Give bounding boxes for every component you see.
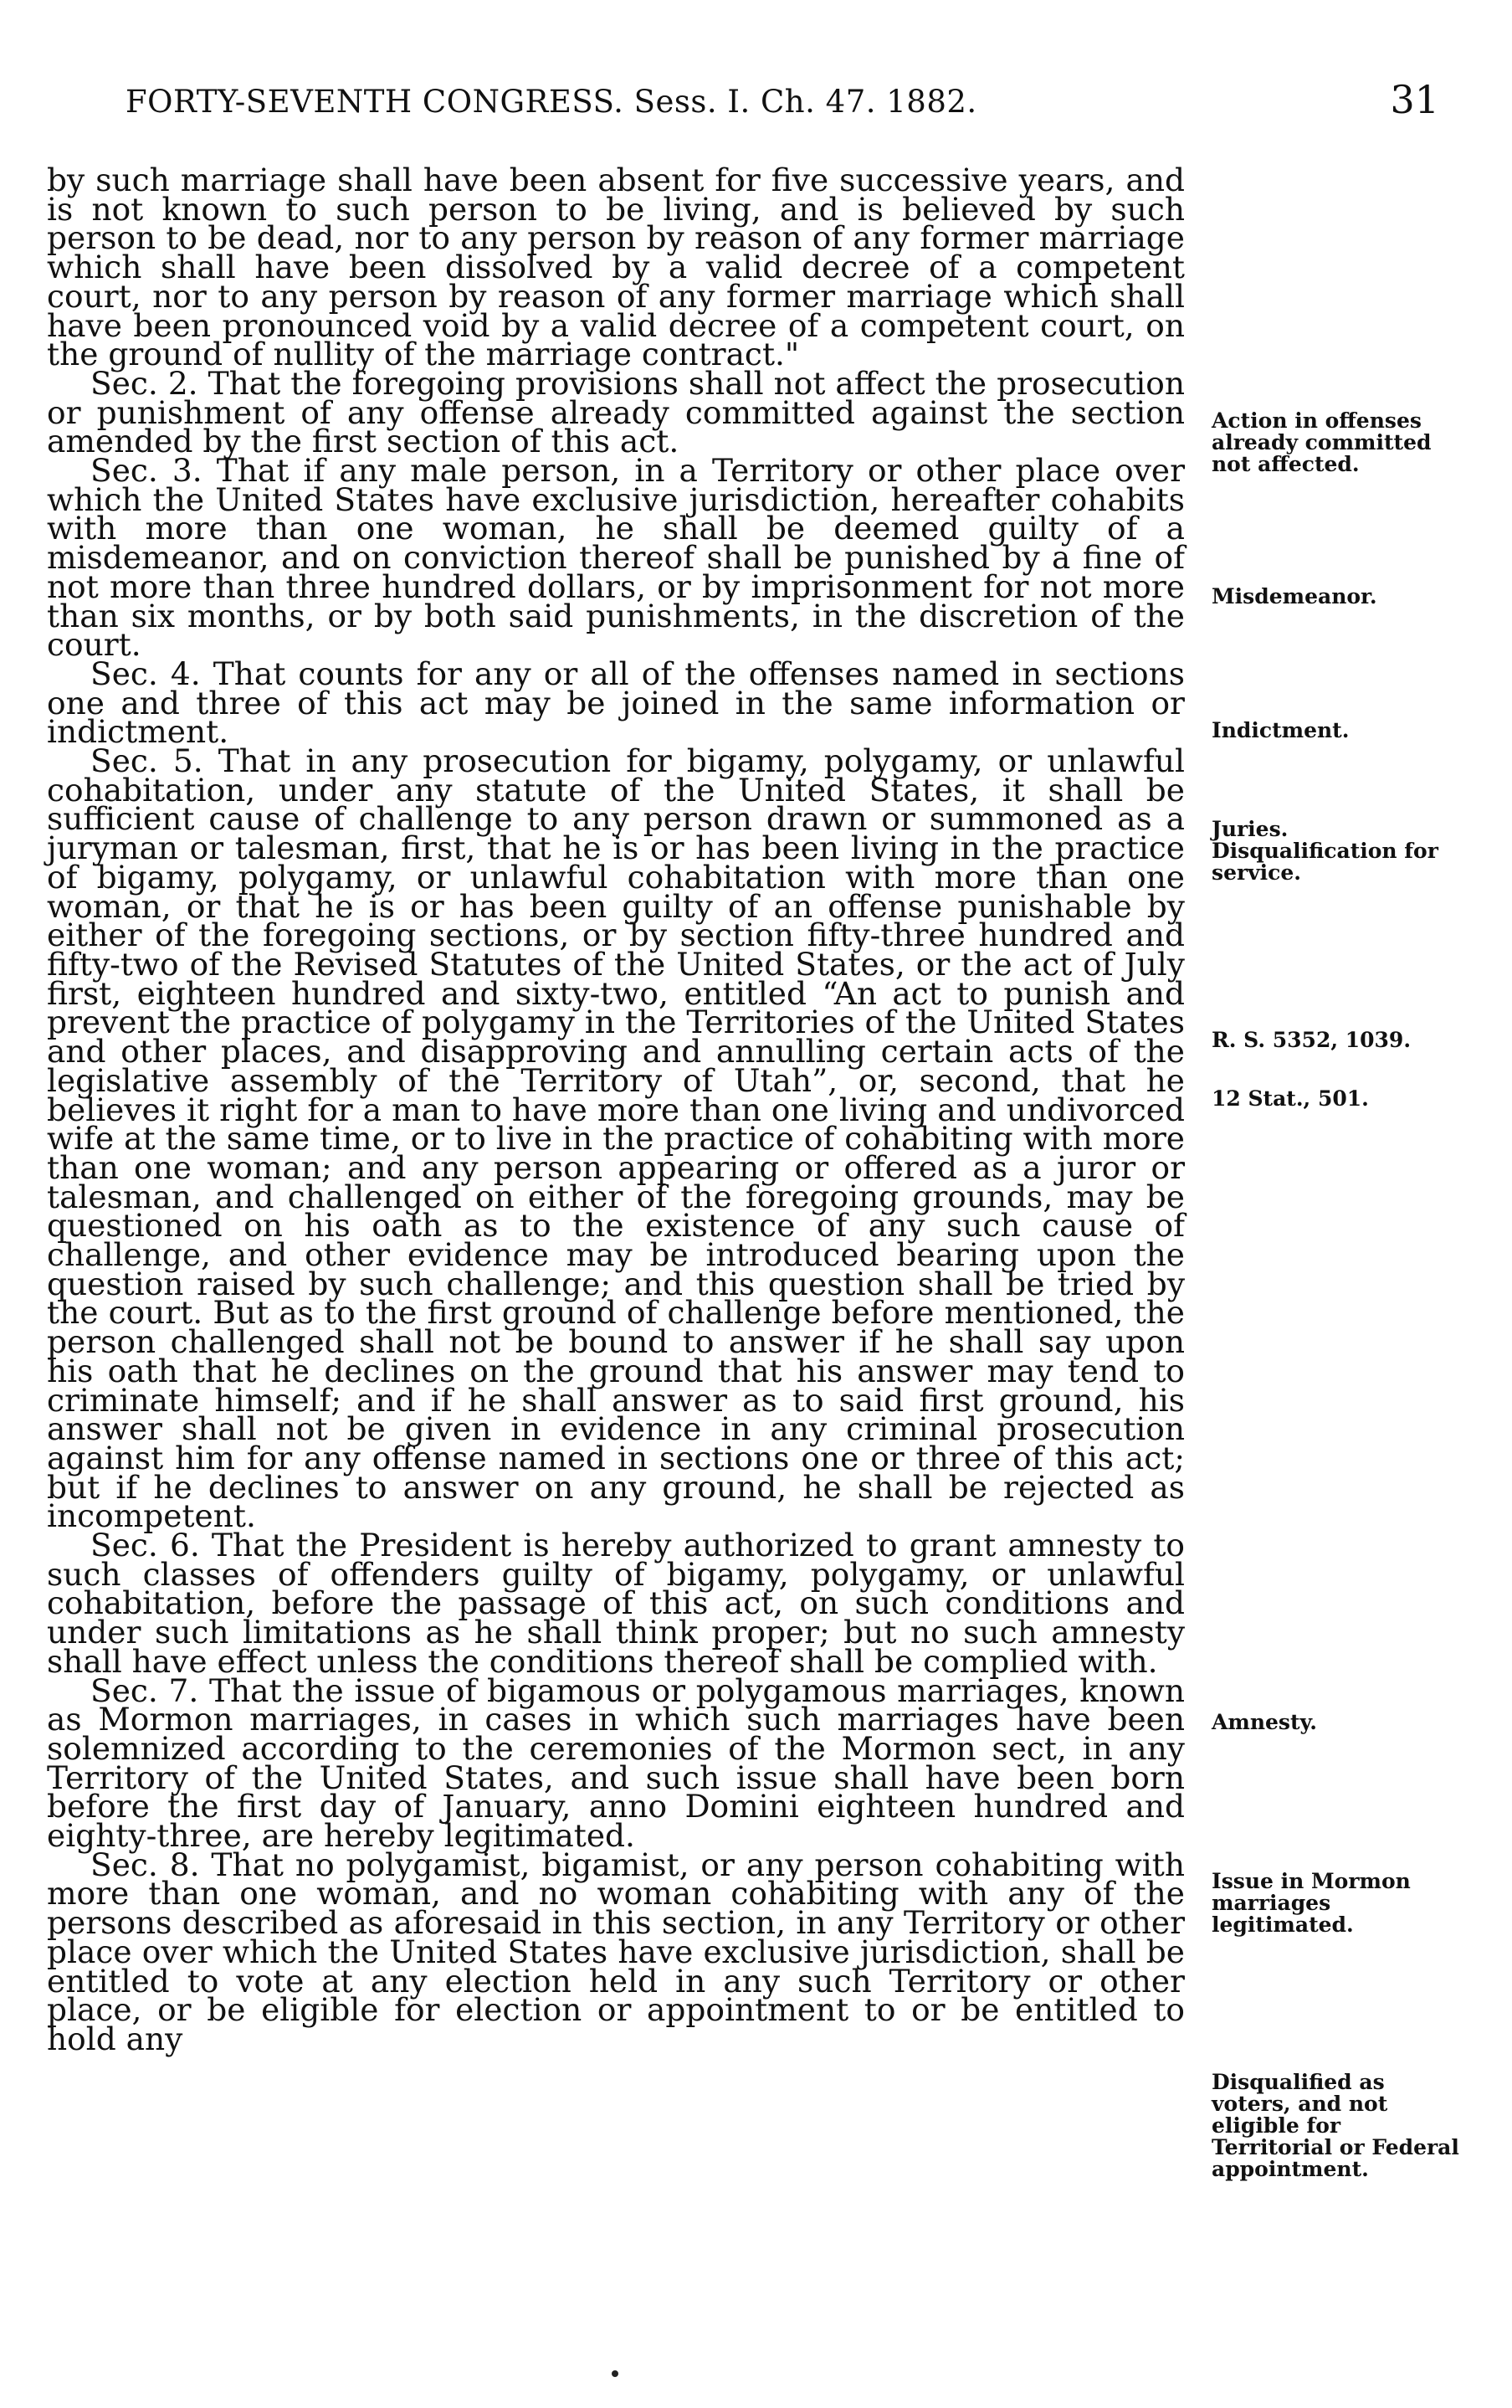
page-number: 31 bbox=[1390, 77, 1439, 122]
section-8: Sec. 8. That no polygamist, bigamist, or any person cohabiting with more than one woman, and no woman cohabiting with any of the persons described as aforesaid in this section, in any Territory or other place over which the United States have exclusive jurisdiction, shall be entitled to vote at any election held in any such Territory or other place, or be eligible for election or appointment to or be entitled to hold any bbox=[47, 1846, 1185, 2057]
section-5: Sec. 5. That in any prosecution for bigamy, polygamy, or unlawful cohabitation, under any statute of the United States, it shall be sufficient cause of challenge to any person drawn or summoned as a juryman or talesman, first, that he is or has been living in the practice of bigamy, polygamy, or unlawful cohabitation with more than one woman, or that he is or has been guilty of an offense punishable by either of the foregoing sections, or by section fifty-three hundred and fifty-two of the Revised Statutes of the United States, or the act of July first, eighteen hundred and sixty-two, entitled “An act to punish and prevent the practice of polygamy in the Territories of the United States and other places, and disapproving and annulling certain acts of the legislative assembly of the Territory of Utah”, or, second, that he believes it right for a man to have more than one living and undivorced wife at the same time, or to live in the practice of cohabiting with more than one woman; and any person appearing or offered as a juror or talesman, and challenged on either of the foregoing grounds, may be questioned on his oath as to the existence of any such cause of challenge, and other evidence may be introduced bearing upon the question raised by such challenge; and this question shall be tried by the court. But as to the first ground of challenge before mentioned, the person challenged shall not be bound to answer if he shall say upon his oath that he declines on the ground that his answer may tend to criminate himself; and if he shall answer as to said first ground, his answer shall not be given in evidence in any criminal prosecution against him for any offense named in sections one or three of this act; but if he declines to answer on any ground, he shall be rejected as incompetent. bbox=[47, 742, 1185, 1535]
section-2: Sec. 2. That the foregoing provisions shall not affect the prosecution or punishment of any offense already committed against the section amended by the first section of this act. bbox=[47, 364, 1185, 460]
margin-note-misdemeanor: Misdemeanor. bbox=[1212, 584, 1377, 608]
section-3: Sec. 3. That if any male person, in a Territory or other place over which the United States have exclusive jurisdiction, hereafter cohabits with more than one woman, he shall be deemed guilty of a misdemeanor, and on conviction thereof shall be punished by a fine of not more than three hundred dollars, or by imprisonment for not more than six months, or by both said punishments, in the discretion of the court. bbox=[47, 452, 1185, 664]
margin-note-12-stat: 12 Stat., 501. bbox=[1212, 1086, 1369, 1111]
margin-note-mormon-issue: Issue in Mormon marriages legitimated. bbox=[1212, 1869, 1411, 1937]
section-4: Sec. 4. That counts for any or all of the offenses named in sections one and three of this act may be joined in the same information or indictment. bbox=[47, 655, 1185, 751]
margin-note-indictment: Indictment. bbox=[1212, 718, 1350, 742]
margin-note-amnesty: Amnesty. bbox=[1212, 1710, 1317, 1734]
section-7: Sec. 7. That the issue of bigamous or polygamous marriages, known as Mormon marriages, in cases in which such marriages have been solemnized according to the ceremonies of the Mormon sect, in any Territory of the United States, and such issue shall have been born before the first day of January, anno Domini eighteen hundred and eighty-three, are hereby legitimated. bbox=[47, 1671, 1185, 1855]
section-6: Sec. 6. That the President is hereby authorized to grant amnesty to such classes of offenders guilty of bigamy, polygamy, or unlawful cohabitation, before the passage of this act, on such conditions and under such limitations as he shall think proper; but no such amnesty shall have effect unless the conditions thereof shall be complied with. bbox=[47, 1527, 1185, 1680]
paragraph-continuation: by such marriage shall have been absent for five successive years, and is not known to such person to be living, and is believed by such person to be dead, nor to any person by reason of any former marriage which shall have been dissolved by a valid decree of a competent court, nor to any person by reason of any former marriage which shall have been pronounced void by a valid decree of a competent court, on the ground of nullity of the marriage contract." bbox=[47, 162, 1185, 373]
statute-body bbox=[47, 162, 1185, 2057]
printer-mark bbox=[612, 2370, 618, 2377]
margin-note-disqualified-voters: Disqualified as voters, and not eligible for Territorial or Federal appointment. bbox=[1212, 2070, 1459, 2181]
margin-note-rs-5352: R. S. 5352, 1039. bbox=[1212, 1028, 1412, 1052]
running-head: FORTY-SEVENTH CONGRESS. Sess. I. Ch. 47. 1882. bbox=[126, 84, 977, 120]
page-header bbox=[126, 77, 1439, 127]
margin-note-action-not-affected: Action in offenses already committed not affected. bbox=[1212, 408, 1432, 476]
margin-note-juries: Juries. Disqualification for service. bbox=[1212, 817, 1438, 885]
